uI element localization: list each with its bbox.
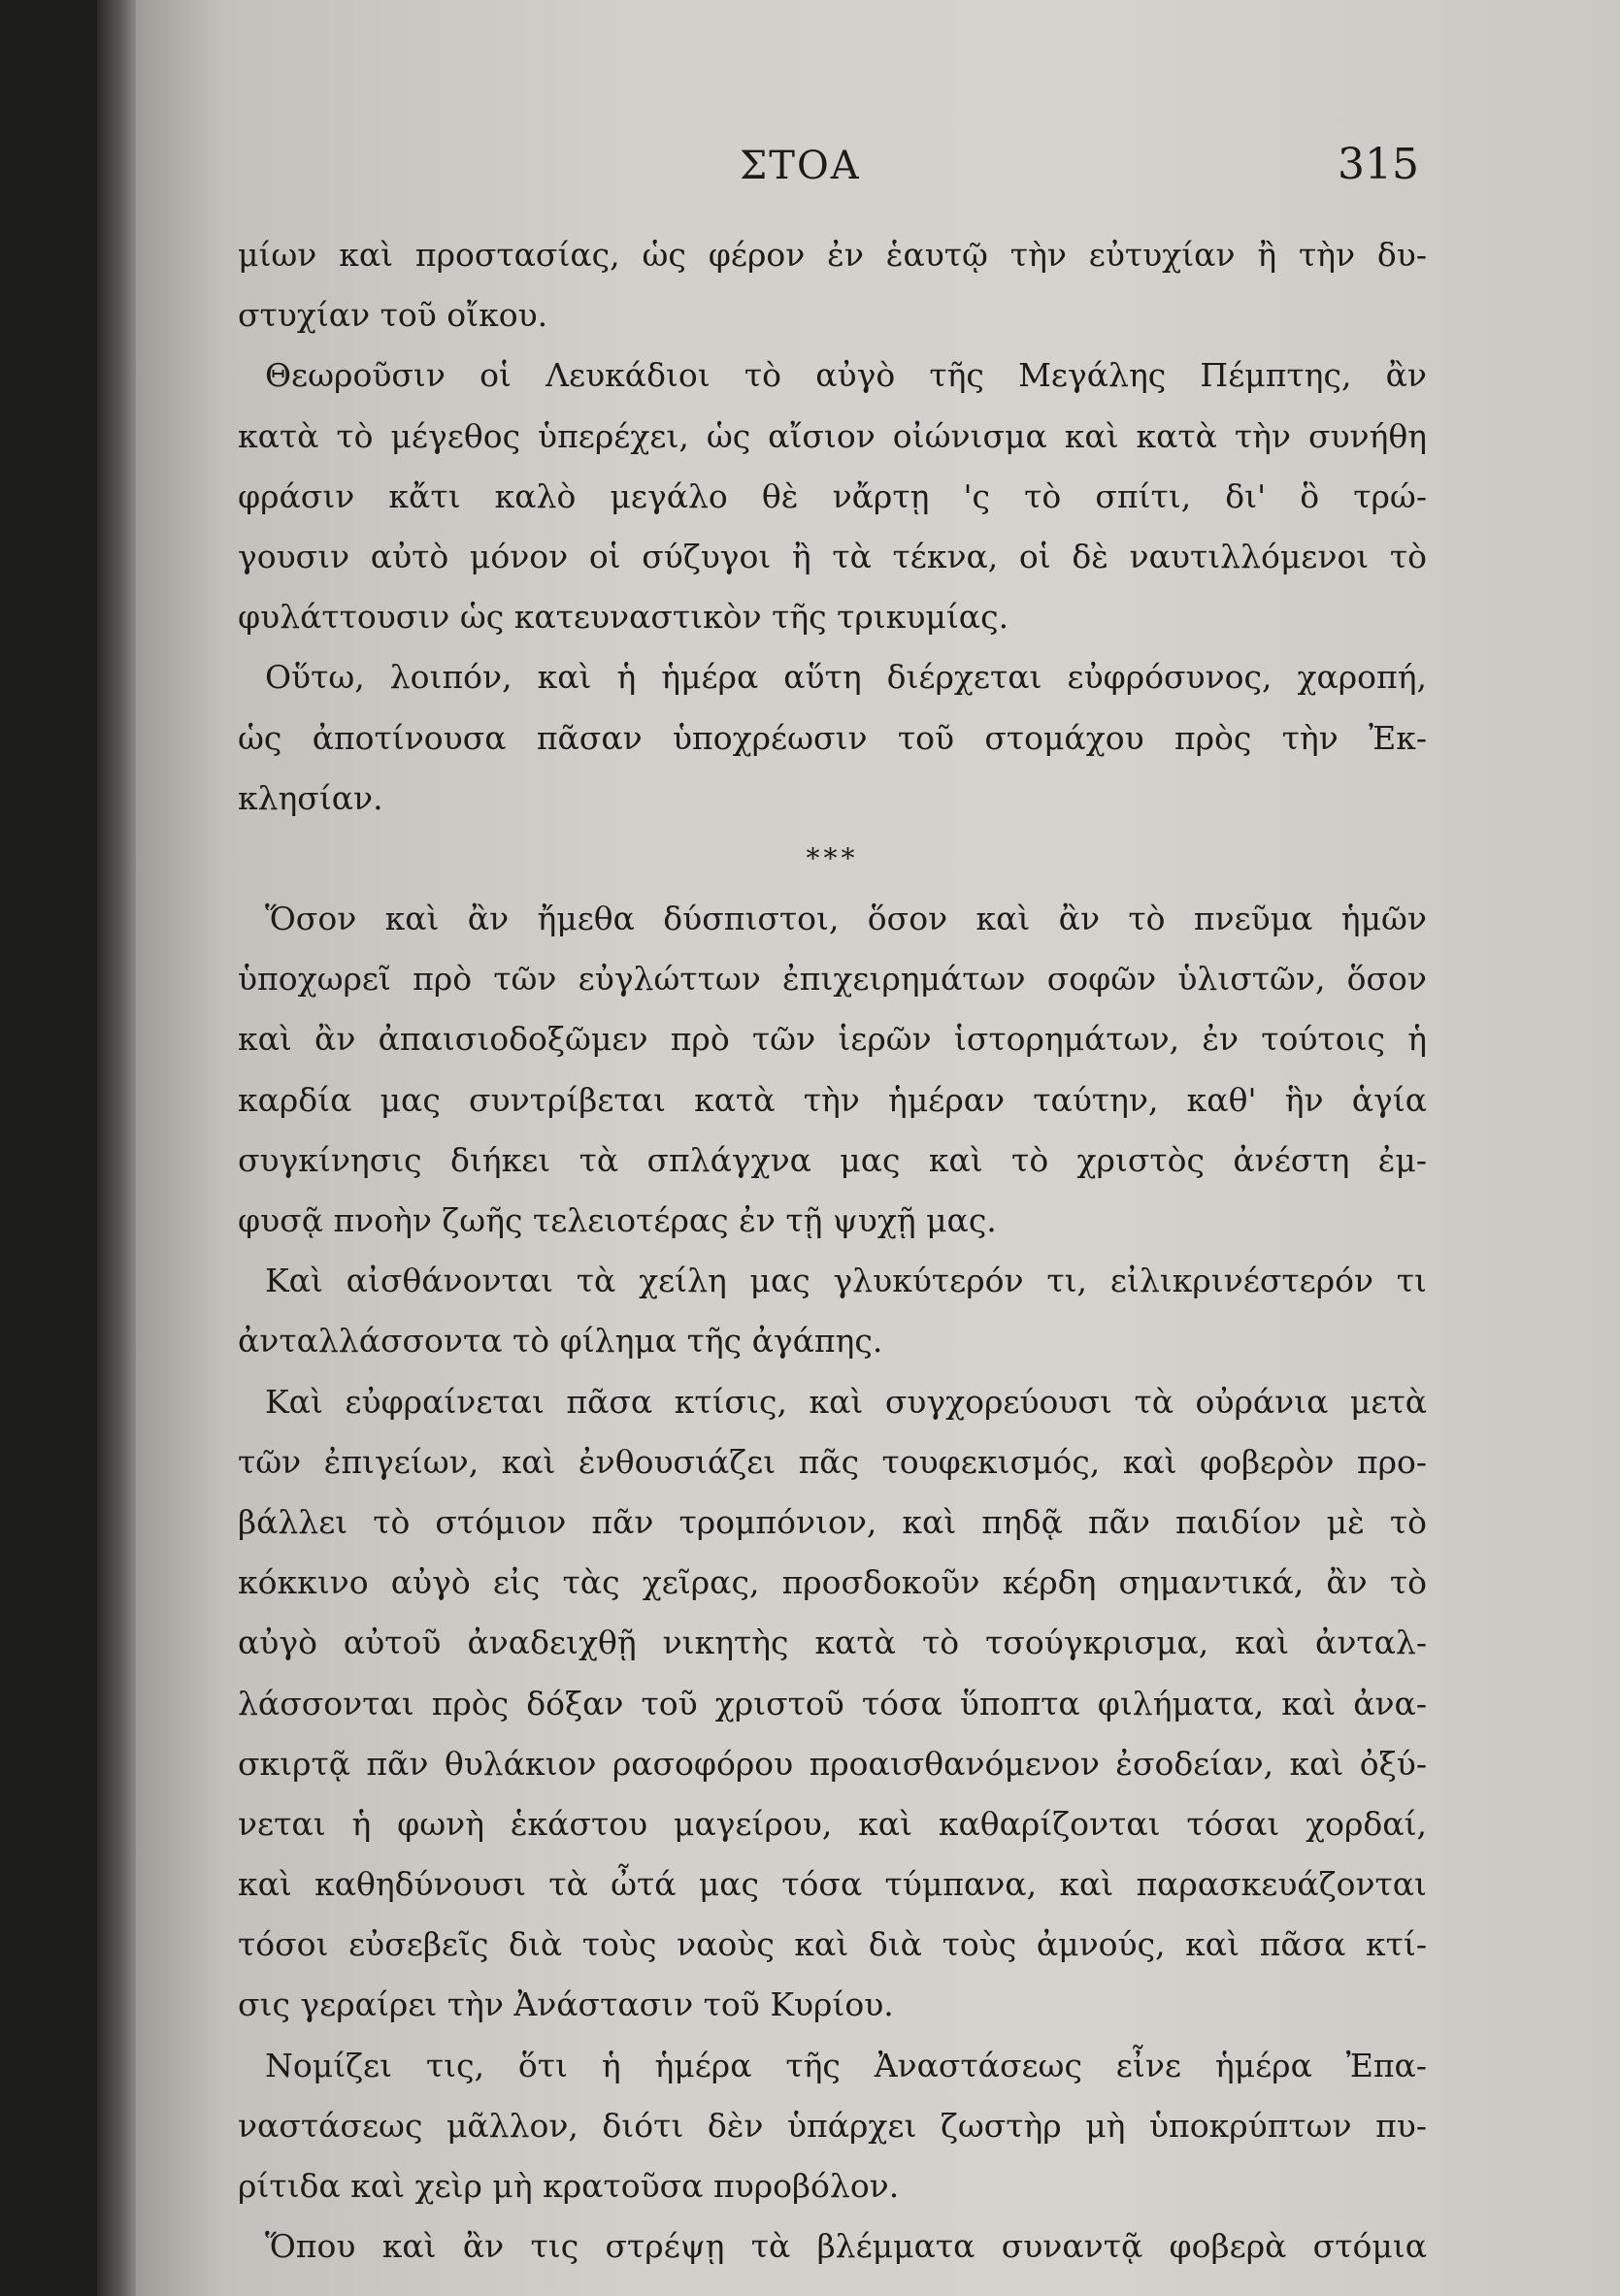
- text-line: νεται ἡ φωνὴ ἑκάστου μαγείρου, καὶ καθαρίζονται τόσαι χορδαί,: [238, 1804, 1427, 1843]
- text-line: κατὰ τὸ μέγεθος ὑπερέχει, ὡς αἴσιον οἰώνισμα καὶ κατὰ τὴν συνήθη: [238, 416, 1427, 455]
- text-line: Καὶ εὐφραίνεται πᾶσα κτίσις, καὶ συγχορεύουσι τὰ οὐράνια μετὰ: [265, 1382, 1427, 1421]
- text-line: στυχίαν τοῦ οἴκου.: [238, 296, 548, 335]
- text-line: ρίτιδα καὶ χεὶρ μὴ κρατοῦσα πυροβόλον.: [238, 2167, 900, 2205]
- text-line: ὑποχωρεῖ πρὸ τῶν εὐγλώττων ἐπιχειρημάτων σοφῶν ὑλιστῶν, ὅσον: [238, 960, 1427, 999]
- page-number: 315: [1338, 140, 1419, 189]
- text-line: γουσιν αὐτὸ μόνον οἱ σύζυγοι ἢ τὰ τέκνα, οἱ δὲ ναυτιλλόμενοι τὸ: [238, 537, 1427, 575]
- text-line: φυσᾷ πνοὴν ζωῆς τελειοτέρας ἐν τῇ ψυχῇ μας.: [238, 1201, 997, 1239]
- text-line: καὶ καθηδύνουσι τὰ ὦτά μας τόσα τύμπανα, καὶ παρασκευάζονται: [238, 1865, 1427, 1904]
- text-line: καὶ ἂν ἀπαισιοδοξῶμεν πρὸ τῶν ἱερῶν ἱστορημάτων, ἐν τούτοις ἡ: [238, 1020, 1427, 1059]
- book-page: [136, 0, 1620, 2296]
- text-line: λάσσονται πρὸς δόξαν τοῦ χριστοῦ τόσα ὕποπτα φιλήματα, καὶ ἀνα-: [238, 1684, 1427, 1722]
- text-line: φράσιν κἄτι καλὸ μεγάλο θὲ νἄρτῃ 'ς τὸ σπίτι, δι' ὃ τρώ-: [238, 476, 1427, 515]
- running-head: ΣΤΟΑ: [740, 144, 861, 188]
- text-line: τῶν ἐπιγείων, καὶ ἐνθουσιάζει πᾶς τουφεκισμός, καὶ φοβερὸν προ-: [238, 1442, 1427, 1481]
- text-line: ἀνταλλάσσοντα τὸ φίλημα τῆς ἀγάπης.: [238, 1322, 883, 1361]
- text-line: βάλλει τὸ στόμιον πᾶν τρομπόνιον, καὶ πηδᾷ πᾶν παιδίον μὲ τὸ: [238, 1502, 1427, 1541]
- book-gutter-shadow: [97, 0, 136, 2296]
- text-line: φυλάττουσιν ὡς κατευναστικὸν τῆς τρικυμίας.: [238, 598, 1009, 637]
- text-line: μίων καὶ προστασίας, ὡς φέρον ἐν ἑαυτῷ τὴν εὐτυχίαν ἢ τὴν δυ-: [238, 236, 1427, 274]
- text-line: κόκκινο αὐγὸ εἰς τὰς χεῖρας, προσδοκοῦν κέρδη σημαντικά, ἂν τὸ: [238, 1563, 1427, 1602]
- section-ornament: ***: [806, 841, 859, 874]
- text-line: τόσοι εὐσεβεῖς διὰ τοὺς ναοὺς καὶ διὰ τοὺς ἀμνούς, καὶ πᾶσα κτί-: [238, 1925, 1427, 1964]
- page-body-text: [238, 225, 1427, 2277]
- text-line: Θεωροῦσιν οἱ Λευκάδιοι τὸ αὐγὸ τῆς Μεγάλης Πέμπτης, ἂν: [265, 356, 1427, 395]
- text-line: Ὅσον καὶ ἂν ἤμεθα δύσπιστοι, ὅσον καὶ ἂν τὸ πνεῦμα ἡμῶν: [265, 900, 1427, 938]
- text-line: ὡς ἀποτίνουσα πᾶσαν ὑποχρέωσιν τοῦ στομάχου πρὸς τὴν Ἐκ-: [238, 718, 1427, 757]
- page-header: [136, 140, 1620, 202]
- text-line: σις γεραίρει τὴν Ἀνάστασιν τοῦ Κυρίου.: [238, 1985, 894, 2024]
- text-line: Οὕτω, λοιπόν, καὶ ἡ ἡμέρα αὕτη διέρχεται εὐφρόσυνος, χαροπή,: [265, 658, 1427, 697]
- text-line: Ὅπου καὶ ἂν τις στρέψῃ τὰ βλέμματα συναντᾷ φοβερὰ στόμια: [265, 2227, 1427, 2266]
- text-line: ναστάσεως μᾶλλον, διότι δὲν ὑπάρχει ζωστὴρ μὴ ὑποκρύπτων πυ-: [238, 2106, 1427, 2145]
- text-line: συγκίνησις διήκει τὰ σπλάγχνα μας καὶ τὸ χριστὸς ἀνέστη ἐμ-: [238, 1140, 1427, 1179]
- text-line: Νομίζει τις, ὅτι ἡ ἡμέρα τῆς Ἀναστάσεως εἶνε ἡμέρα Ἐπα-: [265, 2046, 1427, 2084]
- text-line: σκιρτᾷ πᾶν θυλάκιον ρασοφόρου προαισθανόμενον ἐσοδείαν, καὶ ὀξύ-: [238, 1744, 1427, 1783]
- text-line: κλησίαν.: [238, 778, 383, 817]
- text-line: Καὶ αἰσθάνονται τὰ χείλη μας γλυκύτερόν τι, εἰλικρινέστερόν τι: [265, 1262, 1427, 1300]
- text-line: καρδία μας συντρίβεται κατὰ τὴν ἡμέραν ταύτην, καθ' ἣν ἁγία: [238, 1080, 1427, 1119]
- text-line: αὐγὸ αὐτοῦ ἀναδειχθῇ νικητὴς κατὰ τὸ τσούγκρισμα, καὶ ἀνταλ-: [238, 1624, 1427, 1662]
